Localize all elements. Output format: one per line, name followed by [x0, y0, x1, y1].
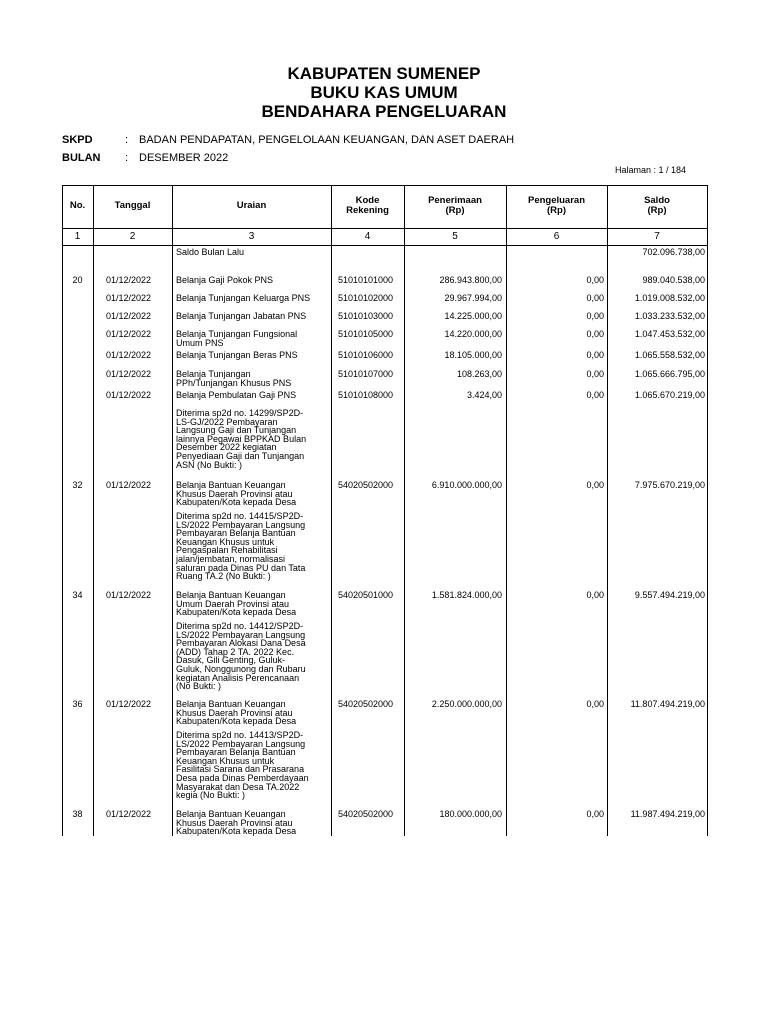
row-no: 36	[72, 699, 83, 709]
row-kode: 51010102000	[338, 293, 394, 303]
row-saldo: 702.096.738,00	[642, 247, 705, 257]
description-line: LS/2022 Pembayaran Langsung	[176, 738, 306, 749]
row-no: 20	[72, 275, 83, 285]
description-line: (ADD) Tahap 2 TA. 2022 Kec.	[176, 646, 295, 657]
report-title	[0, 64, 768, 121]
row-pengeluaran: 0,00	[586, 369, 604, 379]
col-header-penerimaan-line1: Penerimaan	[428, 195, 482, 206]
bulan-colon: :	[125, 152, 129, 164]
col-header-saldo-line2: (Rp)	[647, 205, 667, 216]
description-line: Desember 2022 kegiatan	[176, 442, 277, 453]
description-line: Pengaspalan Rehabilitasi	[176, 545, 278, 556]
description-line: (No Bukti: )	[176, 681, 222, 692]
table-border-top	[62, 185, 707, 186]
col-number: 6	[553, 231, 560, 242]
row-tanggal: 01/12/2022	[106, 329, 152, 339]
row-saldo: 1.047.453.532,00	[634, 329, 705, 339]
row-pengeluaran: 0,00	[586, 293, 604, 303]
row-saldo: 1.019.008.532,00	[634, 293, 705, 303]
description-line: Masyarakat dan Desa TA.2022	[176, 781, 300, 792]
row-tanggal: 01/12/2022	[106, 350, 152, 360]
uraian-line: Kabupaten/Kota kepada Desa	[176, 826, 297, 837]
uraian-line: Khusus Daerah Provinsi atau	[176, 707, 293, 718]
col-header-no: No.	[69, 200, 86, 211]
title-buku-kas: BUKU KAS UMUM	[310, 83, 458, 102]
description-line: Fasilitasi Sarana dan Prasarana	[176, 764, 305, 775]
row-pengeluaran: 0,00	[586, 311, 604, 321]
description-line: Diterima sp2d no. 14299/SP2D-	[176, 408, 304, 418]
row-penerimaan: 14.220.000,00	[444, 329, 502, 339]
row-tanggal: 01/12/2022	[106, 590, 152, 600]
row-pengeluaran: 0,00	[586, 809, 604, 819]
row-pengeluaran: 0,00	[586, 390, 604, 400]
row-uraian: Belanja Tunjangan Jabatan PNS	[176, 311, 307, 321]
row-uraian: Belanja Tunjangan	[176, 369, 251, 379]
col-header-tanggal: Tanggal	[114, 200, 151, 211]
row-tanggal: 01/12/2022	[106, 293, 152, 303]
row-pengeluaran: 0,00	[586, 590, 604, 600]
row-pengeluaran: 0,00	[586, 699, 604, 709]
uraian-line: Kabupaten/Kota kepada Desa	[176, 607, 297, 618]
description-line: Ruang TA.2 (No Bukti: )	[176, 571, 271, 582]
col-header-pengeluaran	[506, 196, 607, 216]
col-number: 7	[654, 231, 660, 242]
row-pengeluaran: 0,00	[586, 480, 604, 490]
row-uraian: Belanja Tunjangan Beras PNS	[176, 350, 298, 360]
row-uraian: Belanja Gaji Pokok PNS	[176, 275, 274, 285]
row-uraian: Belanja Tunjangan Fungsional	[176, 329, 298, 339]
row-penerimaan: 180.000.000,00	[439, 809, 502, 819]
uraian-line: Belanja Bantuan Keuangan	[176, 809, 286, 819]
row-uraian	[176, 481, 326, 507]
description-line: Pembayaran Belanja Bantuan	[176, 528, 296, 539]
skpd-colon: :	[125, 134, 129, 146]
row-tanggal: 01/12/2022	[106, 275, 152, 285]
col-line	[331, 185, 332, 836]
col-line	[172, 185, 173, 836]
description-line: Diterima sp2d no. 14412/SP2D-	[176, 621, 304, 631]
description-line: Keuangan Khusus untuk	[176, 536, 275, 547]
row-tanggal: 01/12/2022	[106, 699, 152, 709]
description-line: jalan/jembatan, normalisasi	[176, 553, 286, 564]
uraian-line: Kabupaten/Kota kepada Desa	[176, 497, 297, 508]
col-number: 4	[364, 231, 371, 242]
row-penerimaan: 108.263,00	[456, 369, 502, 379]
col-header-penerimaan	[404, 196, 506, 216]
transaction-description	[176, 622, 326, 691]
table-number-divider	[62, 245, 707, 246]
col-header-saldo-line1: Saldo	[644, 195, 670, 206]
row-saldo: 1.065.670.219,00	[634, 390, 705, 400]
row-saldo: 989.040.538,00	[642, 275, 705, 285]
row-pengeluaran: 0,00	[586, 350, 604, 360]
description-line: Langsung Gaji dan Tunjangan	[176, 425, 297, 436]
uraian-line: Belanja Bantuan Keuangan	[176, 699, 286, 709]
row-kode: 54020502000	[338, 699, 394, 709]
row-kode: 51010107000	[338, 369, 394, 379]
description-line: kegia (No Bukti: )	[176, 790, 246, 801]
col-number: 3	[248, 231, 255, 242]
row-uraian: Umum PNS	[176, 338, 224, 348]
row-uraian: Saldo Bulan Lalu	[176, 247, 245, 257]
row-pengeluaran: 0,00	[586, 329, 604, 339]
col-number: 1	[74, 231, 81, 242]
row-kode: 54020502000	[338, 809, 394, 819]
description-line: lainnya Pegawai BPPKAD Bulan	[176, 433, 307, 444]
description-line: LS-GJ/2022 Pembayaran	[176, 416, 278, 427]
col-line	[707, 185, 708, 836]
col-header-uraian: Uraian	[236, 200, 267, 211]
description-line: LS/2022 Pembayaran Langsung	[176, 519, 306, 530]
row-uraian	[176, 700, 326, 726]
uraian-line: Kabupaten/Kota kepada Desa	[176, 716, 297, 727]
title-bendahara: BENDAHARA PENGELUARAN	[261, 102, 507, 121]
col-line	[93, 185, 94, 836]
description-line: Diterima sp2d no. 14413/SP2D-	[176, 730, 304, 740]
skpd-label: SKPD	[62, 134, 93, 146]
col-number: 2	[129, 231, 136, 242]
bulan-label: BULAN	[62, 152, 101, 164]
uraian-line: Khusus Daerah Provinsi atau	[176, 817, 293, 828]
col-header-kode-line2: Rekening	[346, 205, 389, 216]
row-kode: 51010101000	[338, 275, 394, 285]
row-tanggal: 01/12/2022	[106, 369, 152, 379]
uraian-line: Belanja Bantuan Keuangan	[176, 480, 286, 490]
row-saldo: 9.557.494.219,00	[634, 590, 705, 600]
row-uraian	[176, 591, 326, 617]
row-penerimaan: 29.967.994,00	[444, 293, 502, 303]
description-line: ASN (No Bukti: )	[176, 459, 243, 470]
col-header-pengeluaran-line2: (Rp)	[547, 205, 566, 216]
description-line: saluran pada Dinas PU dan Tata	[176, 562, 306, 573]
row-kode: 54020502000	[338, 480, 394, 490]
row-kode: 54020501000	[338, 590, 394, 600]
row-saldo: 11.807.494.219,00	[630, 699, 705, 709]
row-penerimaan: 6.910.000.000,00	[431, 480, 502, 490]
description-line: kegiatan Analisis Perencanaan	[176, 672, 300, 683]
col-number: 5	[452, 231, 458, 242]
col-header-kode	[331, 196, 404, 216]
bulan-value: DESEMBER 2022	[139, 152, 229, 164]
row-pengeluaran: 0,00	[586, 275, 604, 285]
uraian-line: Khusus Daerah Provinsi atau	[176, 488, 293, 499]
transaction-description	[176, 512, 326, 581]
description-line: Penyediaan Gaji dan Tunjangan	[176, 450, 305, 461]
page-indicator: Halaman : 1 / 184	[614, 165, 686, 175]
row-kode: 51010105000	[338, 329, 394, 339]
row-no: 34	[72, 590, 83, 600]
row-uraian: PPh/Tunjangan Khusus PNS	[176, 378, 292, 388]
description-line: Desa pada Dinas Pemberdayaan	[176, 772, 309, 783]
row-penerimaan: 1.581.824.000,00	[431, 590, 502, 600]
description-line: Pembayaran Alokasi Dana Desa	[176, 638, 306, 649]
row-penerimaan: 2.250.000.000,00	[431, 699, 502, 709]
table-header-divider	[62, 228, 707, 229]
description-line: Keuangan Khusus untuk	[176, 755, 275, 766]
row-kode: 51010108000	[338, 390, 394, 400]
row-saldo: 1.065.666.795,00	[634, 369, 705, 379]
row-saldo: 7.975.670.219,00	[634, 480, 705, 490]
row-penerimaan: 14.225.000,00	[444, 311, 502, 321]
row-no: 32	[72, 480, 83, 490]
description-line: Diterima sp2d no. 14415/SP2D-	[176, 511, 304, 521]
row-tanggal: 01/12/2022	[106, 311, 152, 321]
row-kode: 51010106000	[338, 350, 394, 360]
uraian-line: Belanja Bantuan Keuangan	[176, 590, 286, 600]
col-header-saldo	[607, 196, 707, 216]
row-penerimaan: 3.424,00	[466, 390, 502, 400]
description-line: Dasuk, Gili Genting, Guluk-	[176, 655, 286, 666]
title-kabupaten: KABUPATEN SUMENEP	[287, 64, 481, 83]
col-header-kode-line1: Kode	[355, 195, 380, 206]
row-tanggal: 01/12/2022	[106, 480, 152, 490]
row-penerimaan: 286.943.800,00	[439, 275, 502, 285]
transaction-description	[176, 731, 326, 800]
description-line: Pembayaran Belanja Bantuan	[176, 747, 296, 758]
uraian-line: Umum Daerah Provinsi atau	[176, 598, 290, 609]
row-tanggal: 01/12/2022	[106, 809, 152, 819]
row-saldo: 11.987.494.219,00	[630, 809, 705, 819]
row-uraian: Belanja Tunjangan Keluarga PNS	[176, 293, 311, 303]
row-saldo: 1.033.233.532,00	[634, 311, 705, 321]
row-uraian	[176, 810, 326, 836]
row-uraian: Belanja Pembulatan Gaji PNS	[176, 390, 297, 400]
row-tanggal: 01/12/2022	[106, 390, 152, 400]
row-penerimaan: 18.105.000,00	[444, 350, 502, 360]
description-line: Guluk, Nonggunong dan Rubaru	[176, 663, 306, 674]
row-kode: 51010103000	[338, 311, 394, 321]
description-line: LS/2022 Pembayaran Langsung	[176, 629, 306, 640]
row-no: 38	[72, 809, 83, 819]
col-header-pengeluaran-line1: Pengeluaran	[527, 195, 586, 206]
skpd-value: BADAN PENDAPATAN, PENGELOLAAN KEUANGAN, DAN ASET DAERAH	[139, 134, 515, 146]
row-saldo: 1.065.558.532,00	[634, 350, 705, 360]
transaction-description	[176, 409, 326, 469]
col-header-penerimaan-line2: (Rp)	[445, 205, 465, 216]
